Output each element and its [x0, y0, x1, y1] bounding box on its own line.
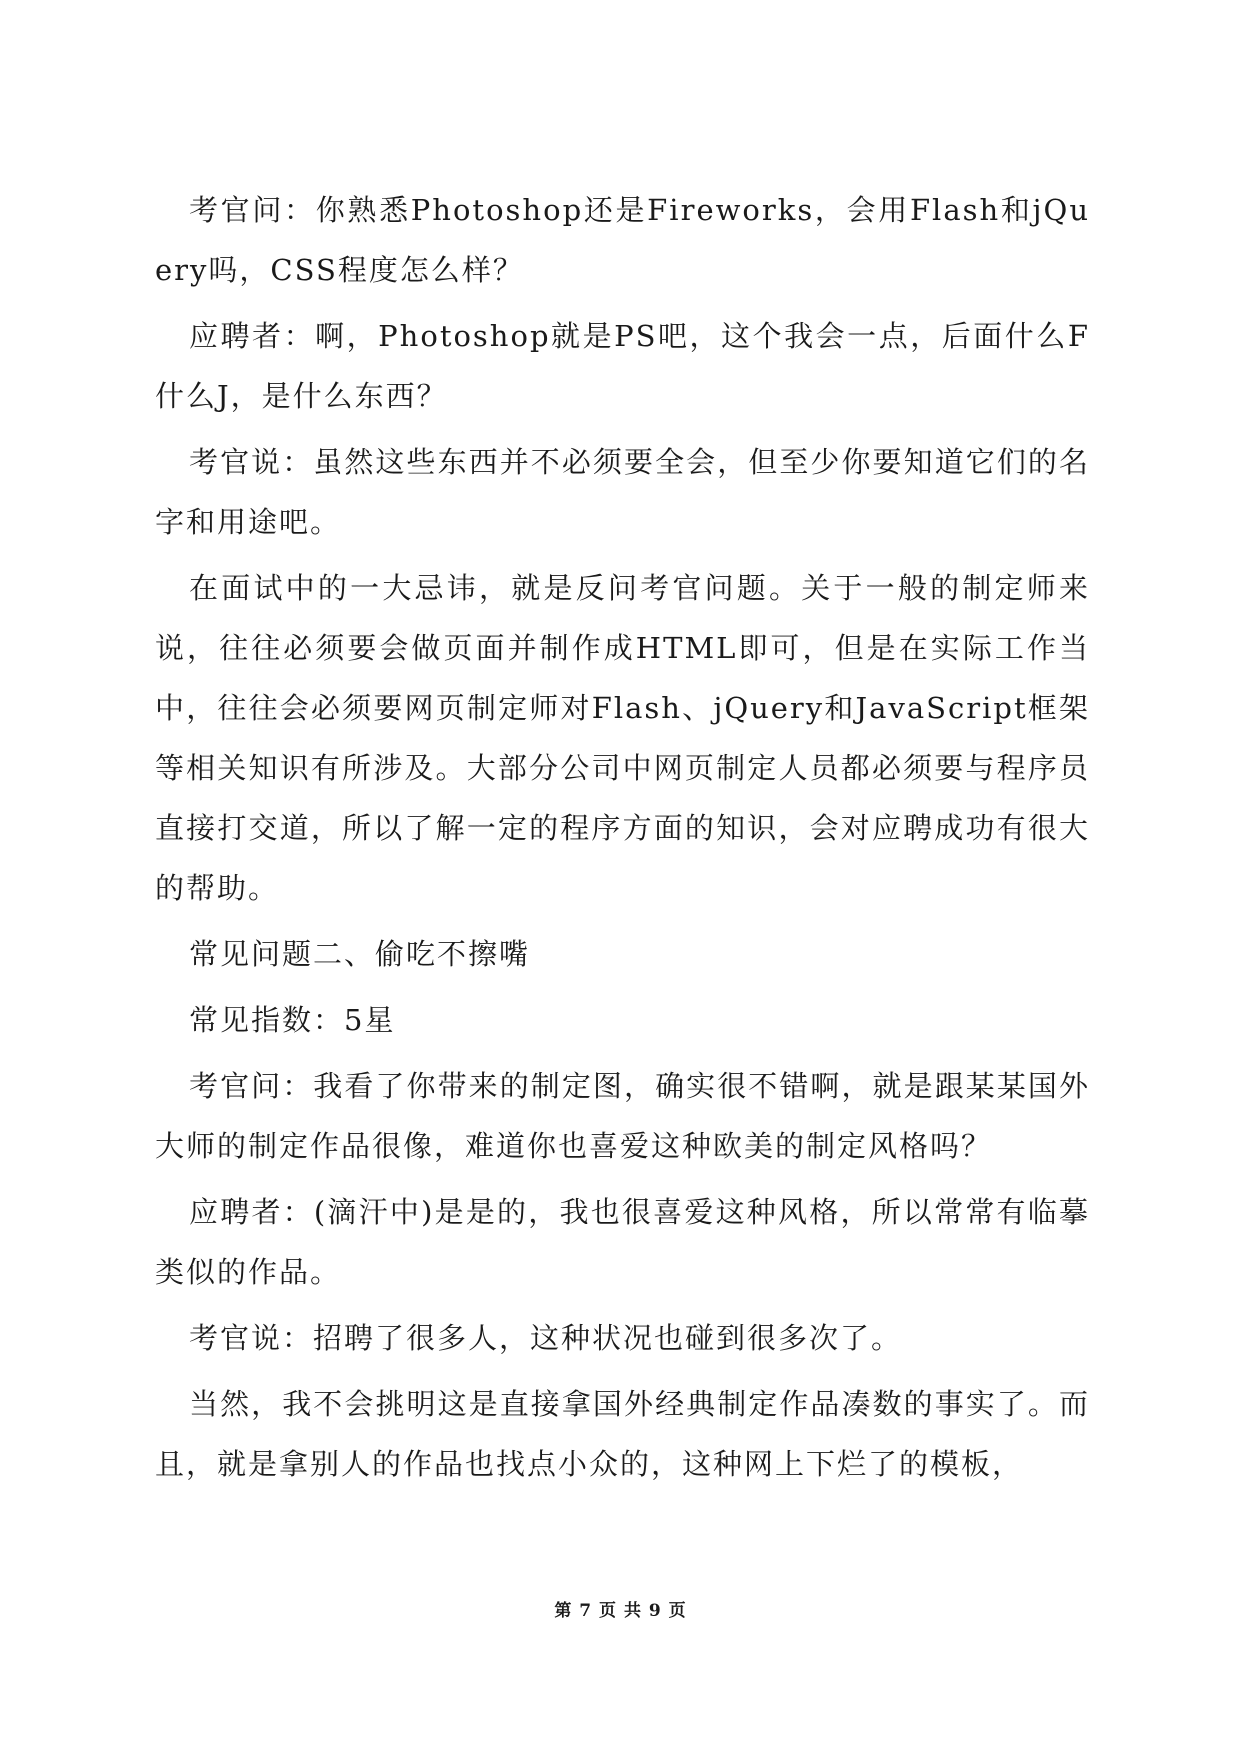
paragraph: 常见指数：5星	[189, 1003, 396, 1037]
paragraph: 考官问：我看了你带来的制定图，确实很不错啊，就是跟某某国外大师的制定作品很像，难道你也喜爱这种欧美的制定风格吗？	[155, 1069, 1090, 1163]
paragraph: 考官说：招聘了很多人，这种状况也碰到很多次了。	[189, 1321, 903, 1355]
document-body	[155, 180, 1090, 1500]
section-heading: 常见问题二、偷吃不擦嘴	[189, 937, 531, 971]
paragraph: 当然，我不会挑明这是直接拿国外经典制定作品凑数的事实了。而且，就是拿别人的作品也找点小众的，这种网上下烂了的模板，	[155, 1387, 1090, 1481]
paragraph: 考官问：你熟悉Photoshop还是Fireworks，会用Flash和jQuery吗，CSS程度怎么样？	[155, 193, 1090, 287]
page-number-footer: 第 7 页 共 9 页	[554, 1601, 687, 1621]
paragraph: 考官说：虽然这些东西并不必须要全会，但至少你要知道它们的名字和用途吧。	[155, 445, 1090, 539]
paragraph: 应聘者：啊，Photoshop就是PS吧，这个我会一点，后面什么F什么J，是什么东西？	[155, 319, 1090, 413]
paragraph: 在面试中的一大忌讳，就是反问考官问题。关于一般的制定师来说，往往必须要会做页面并制作成HTML即可，但是在实际工作当中，往往会必须要网页制定师对Flash、jQuery和JavaScript框架等相关知识有所涉及。大部分公司中网页制定人员都必须要与程序员直接打交道，所以了解一定的程序方面的知识，会对应聘成功有很大的帮助。	[155, 571, 1090, 905]
paragraph: 应聘者：(滴汗中)是是的，我也很喜爱这种风格，所以常常有临摹类似的作品。	[155, 1195, 1090, 1289]
